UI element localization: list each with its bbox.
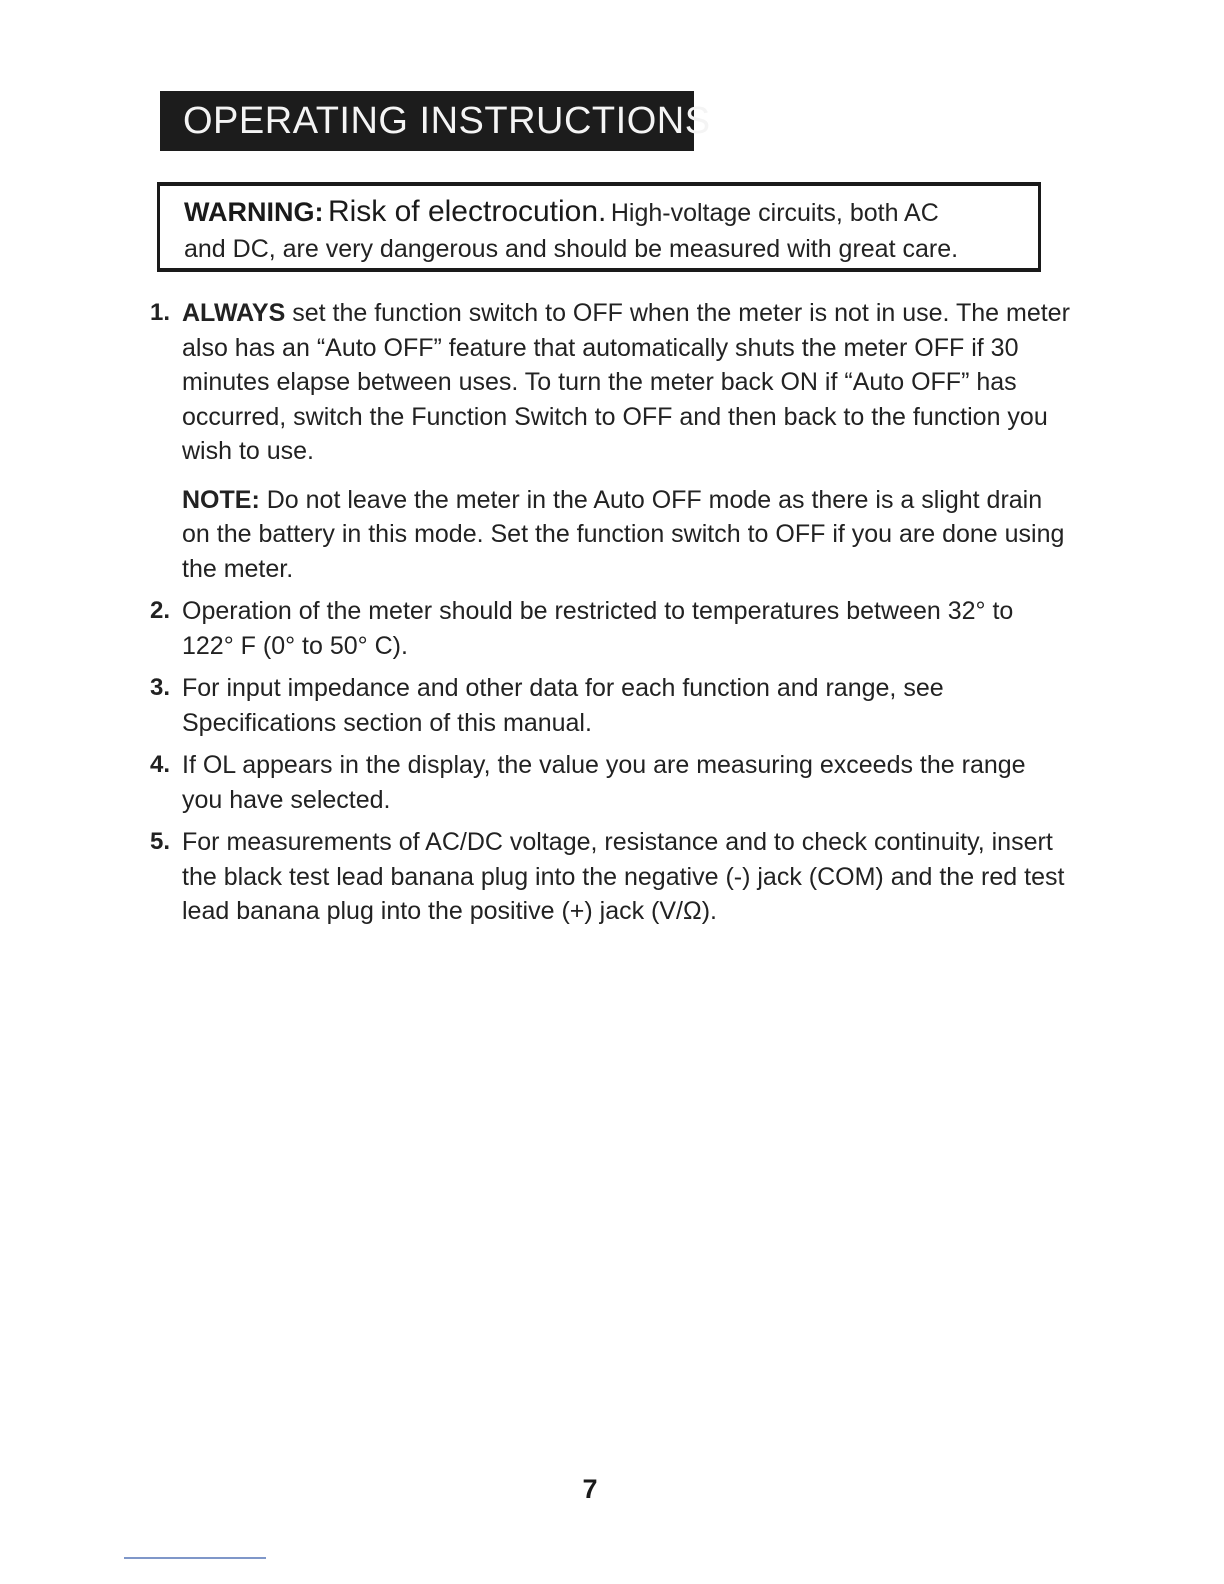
warning-text-2: and DC, are very dangerous and should be measured with great care. — [184, 235, 959, 263]
section-title: OPERATING INSTRUCTIONS — [183, 99, 711, 142]
item-text: For measurements of AC/DC voltage, resistance and to check continuity, insert the black test lead banana plug into the negative (-) jack (COM) and the red test lead banana plug into the positive (+) jack (V/Ω). — [182, 828, 1065, 925]
warning-lead: Risk of electrocution. — [327, 195, 607, 228]
item-text: If OL appears in the display, the value you are measuring exceeds the range you have selected. — [182, 751, 1026, 814]
item-number: 2. — [150, 597, 171, 624]
item-text: Operation of the meter should be restricted to temperatures between 32° to 122° F (0° to 50° C). — [182, 597, 1014, 660]
note-text: Do not leave the meter in the Auto OFF mode as there is a slight drain on the battery in this mode. Set the function switch to OFF if you are done using the meter. — [182, 485, 1065, 583]
section-title-bar — [160, 91, 711, 151]
item-number: 5. — [150, 828, 171, 855]
item-number: 4. — [150, 751, 171, 778]
instruction-item-3 — [150, 671, 1070, 740]
warning-line-1 — [184, 196, 1018, 233]
item-text: set the function switch to OFF when the meter is not in use. The meter also has an “Auto OFF” feature that automatically shuts the meter OFF if 30 minutes elapse between uses. To turn the meter back ON if “Auto OFF” has occurred, switch the Function Switch to OFF and then back to the function you wish to use. — [182, 299, 1070, 465]
item-number: 3. — [150, 674, 171, 701]
instruction-list — [150, 296, 1070, 937]
instruction-item-5 — [150, 825, 1070, 929]
note-block — [182, 483, 1070, 587]
footer-divider — [124, 1557, 266, 1559]
instruction-item-1 — [150, 296, 1070, 586]
instruction-item-4 — [150, 748, 1070, 817]
warning-label: WARNING: — [184, 197, 324, 227]
item-number: 1. — [150, 299, 171, 326]
page-number: 7 — [582, 1474, 598, 1504]
warning-text-1: High-voltage circuits, both AC — [610, 199, 939, 227]
item-emphasis: ALWAYS — [182, 299, 286, 327]
warning-box — [157, 182, 1041, 272]
note-label: NOTE: — [182, 485, 260, 514]
instruction-item-2 — [150, 594, 1070, 663]
item-text: For input impedance and other data for each function and range, see Specifications section of this manual. — [182, 674, 944, 737]
